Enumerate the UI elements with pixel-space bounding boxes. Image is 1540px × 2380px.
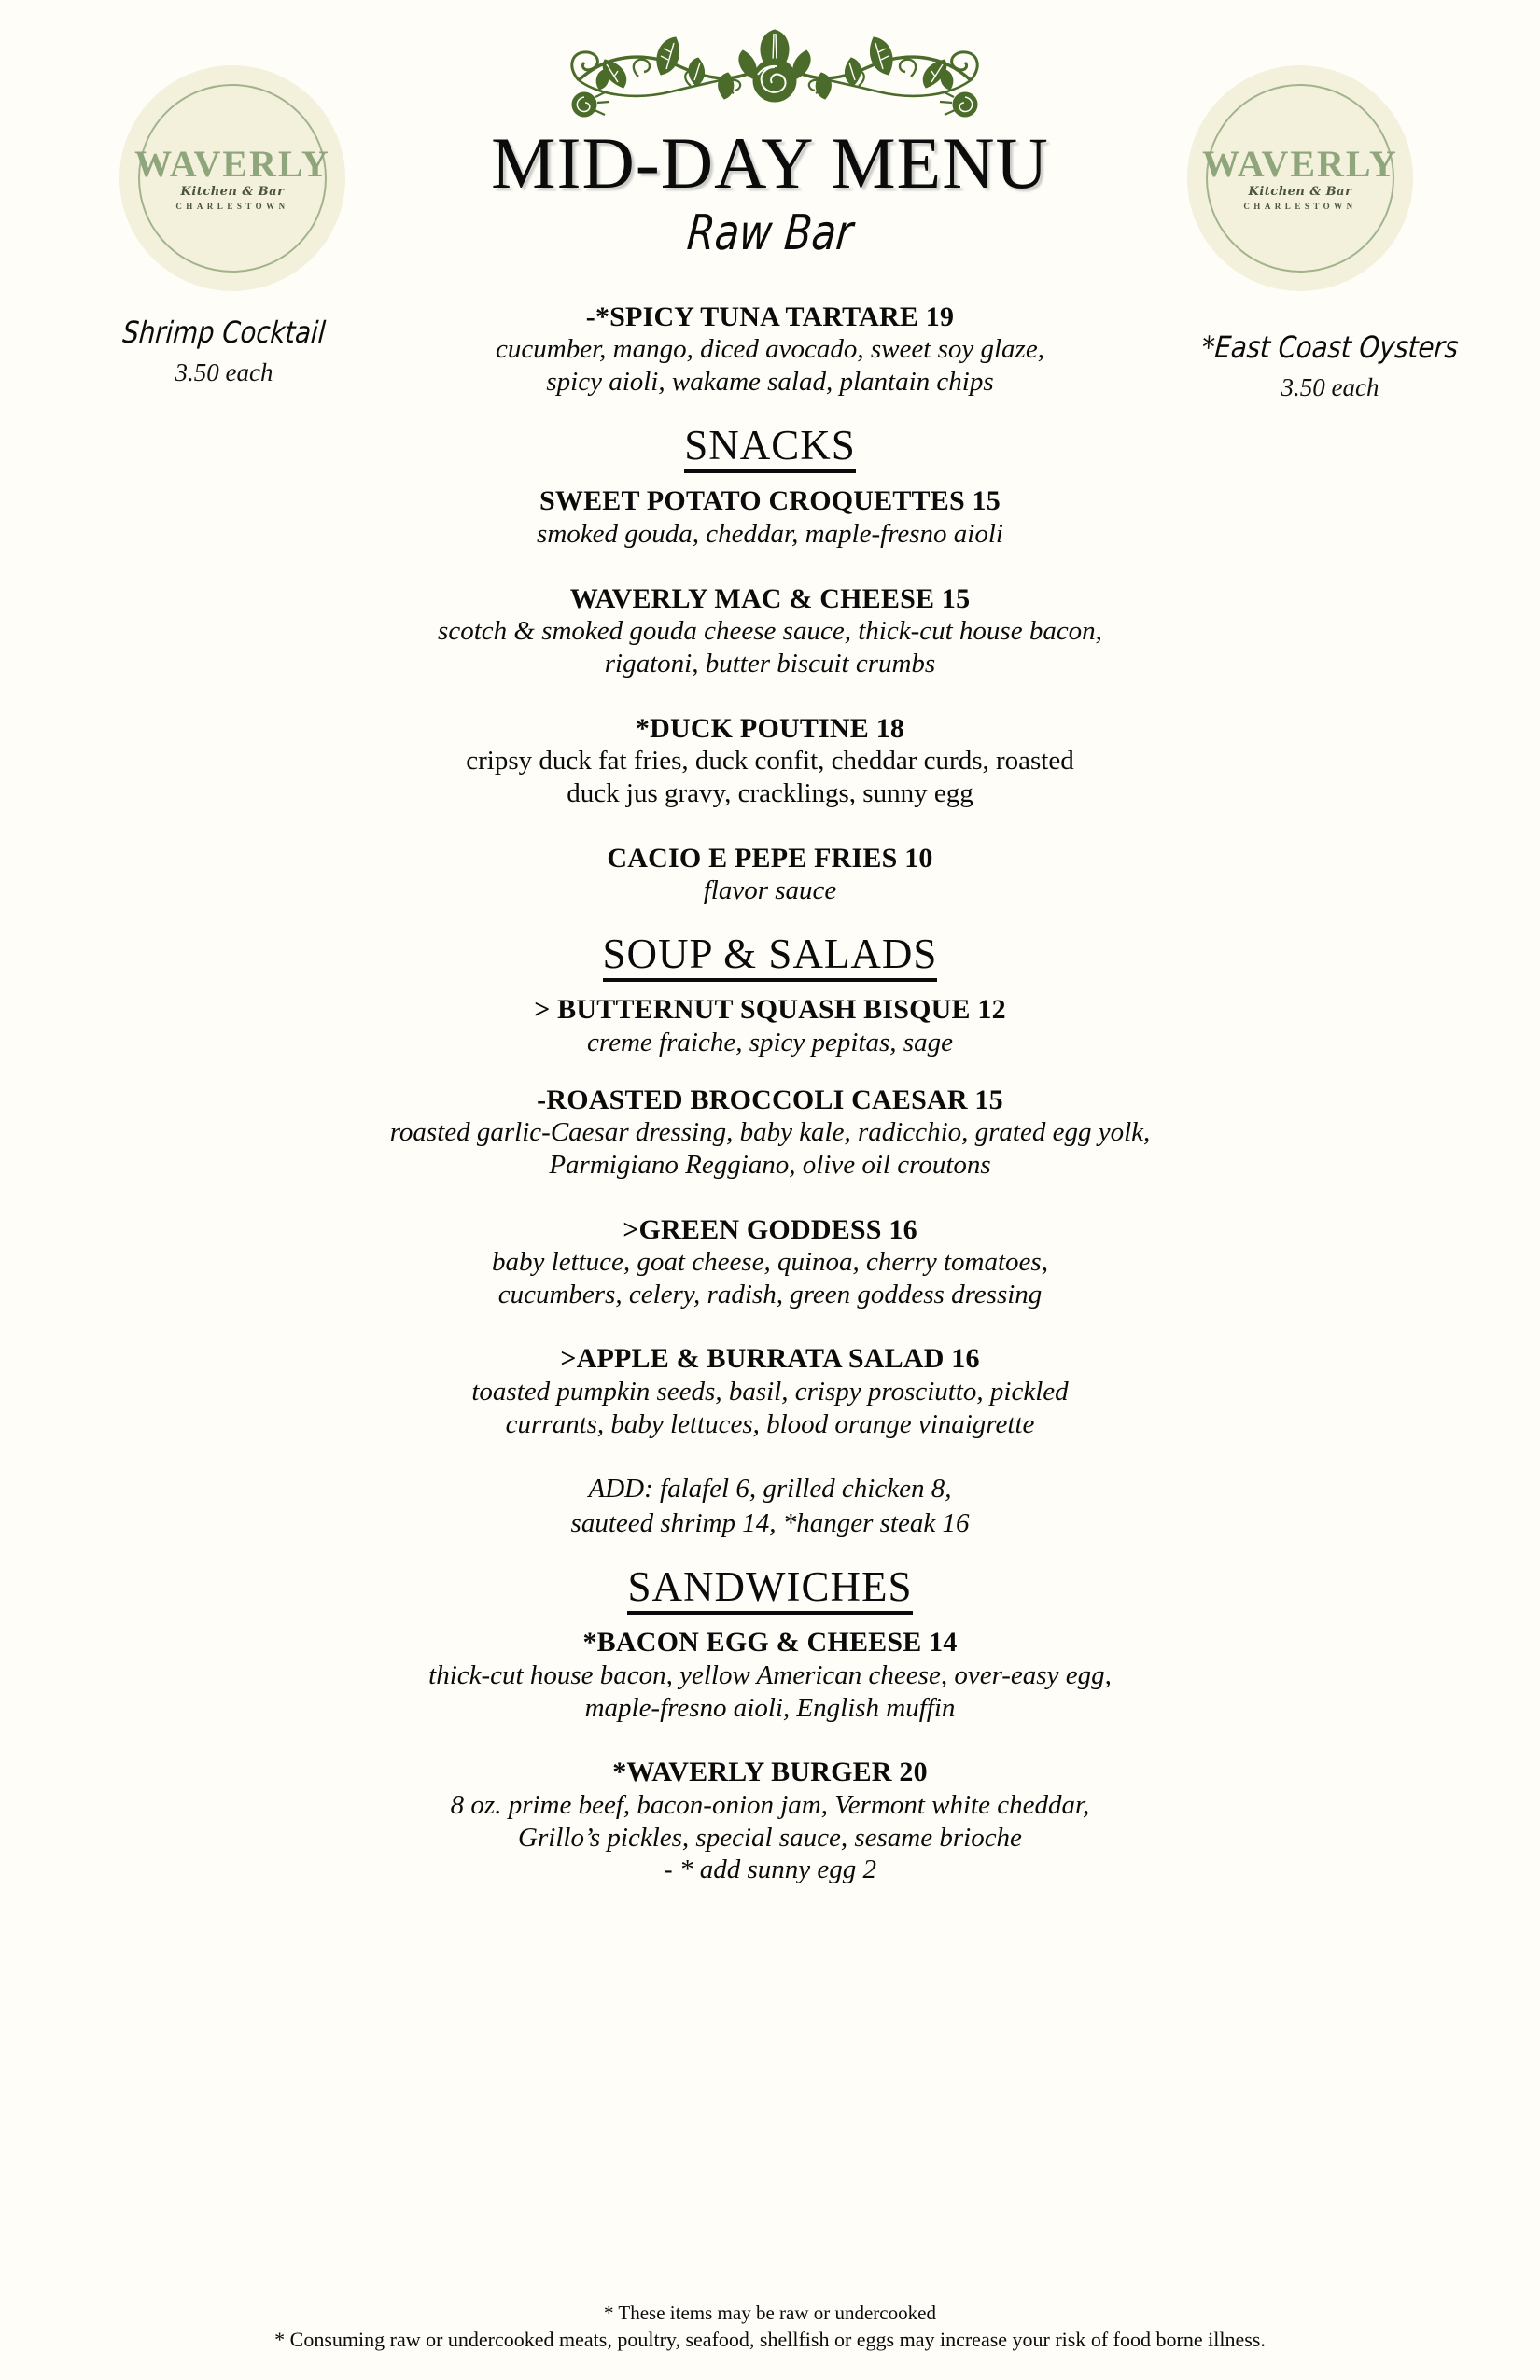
logo-tagline: Kitchen & Bar [180, 185, 285, 199]
raw-bar-item-price: 3.50 each [1281, 372, 1379, 401]
menu-item-description: cucumber, mango, diced avocado, sweet soy glaze, spicy aioli, wakame salad, plantain chips [496, 334, 1044, 398]
menu-item-cacio-e-pepe-fries [163, 842, 1377, 907]
menu-item-name: CACIO E PEPE FRIES 10 [607, 842, 933, 874]
disclaimer-line-2: * Consuming raw or undercooked meats, poultry, seafood, shellfish or eggs may increase your risk of food borne illness. [274, 2328, 1266, 2352]
menu-item-name: *DUCK POUTINE 18 [635, 712, 905, 744]
section-snacks [163, 423, 1377, 474]
menu-item-spicy-tuna-tartare [163, 301, 1377, 399]
menu-item-description: toasted pumpkin seeds, basil, crispy prosciutto, pickled currants, baby lettuces, blood orange vinaigrette [471, 1376, 1069, 1439]
section-heading: SOUP & SALADS [603, 931, 938, 983]
section-soup-and-salads [163, 931, 1377, 983]
menu-item-name: WAVERLY MAC & CHEESE 15 [569, 582, 971, 614]
section-sandwiches [163, 1564, 1377, 1616]
logo-brand-name: WAVERLY [134, 143, 330, 185]
menu-body [163, 301, 1377, 1886]
menu-item-description: creme fraiche, spicy pepitas, sage [587, 1027, 953, 1057]
menu-item-roasted-broccoli-caesar [163, 1084, 1377, 1182]
menu-item-waverly-burger [163, 1756, 1377, 1886]
menu-item-sweet-potato-croquettes [163, 484, 1377, 550]
logo-brand-name: WAVERLY [1202, 143, 1398, 185]
menu-item-name: >APPLE & BURRATA SALAD 16 [560, 1343, 980, 1375]
menu-item-waverly-mac-and-cheese [163, 582, 1377, 680]
menu-item-name: > BUTTERNUT SQUASH BISQUE 12 [534, 994, 1006, 1026]
raw-bar-item-price: 3.50 each [175, 357, 273, 386]
footer-disclaimer [0, 2300, 1540, 2354]
disclaimer-line-1: * These items may be raw or undercooked [604, 2301, 936, 2324]
menu-item-name: SWEET POTATO CROQUETTES 15 [539, 485, 1001, 517]
page-subtitle: Raw Bar [684, 205, 856, 261]
logo-tagline: Kitchen & Bar [1248, 185, 1352, 199]
menu-item-name: >GREEN GODDESS 16 [623, 1213, 917, 1245]
menu-item-description: roasted garlic-Caesar dressing, baby kale, radicchio, grated egg yolk, Parmigiano Reggiano, olive oil croutons [389, 1116, 1151, 1180]
menu-item-apple-and-burrata-salad [163, 1342, 1377, 1440]
page-title: MID-DAY MENU [491, 122, 1049, 203]
logo-city: CHARLESTOWN [1243, 202, 1357, 211]
raw-bar-item-name: *East Coast Oysters [1200, 329, 1460, 365]
menu-item-name: *WAVERLY BURGER 20 [612, 1757, 928, 1788]
section-heading: SNACKS [684, 423, 856, 474]
menu-item-description: cripsy duck fat fries, duck confit, cheddar curds, roasted duck jus gravy, cracklings, sunny egg [466, 746, 1074, 808]
menu-item-description: 8 oz. prime beef, bacon-onion jam, Vermont white cheddar, Grillo’s pickles, special sauce, sesame brioche - * add sunny egg 2 [450, 1789, 1090, 1885]
menu-item-green-goddess [163, 1213, 1377, 1311]
salad-addons: ADD: falafel 6, grilled chicken 8, sauteed shrimp 14, *hanger steak 16 [570, 1474, 970, 1538]
menu-item-bacon-egg-and-cheese [163, 1626, 1377, 1724]
menu-item-description: baby lettuce, goat cheese, quinoa, cherry tomatoes, cucumbers, celery, radish, green goddess dressing [492, 1246, 1048, 1309]
menu-item-duck-poutine [163, 712, 1377, 810]
menu-item-name: -*SPICY TUNA TARTARE 19 [585, 301, 955, 332]
menu-item-description: flavor sauce [703, 875, 837, 906]
menu-item-description: scotch & smoked gouda cheese sauce, thick-cut house bacon, rigatoni, butter biscuit crumbs [438, 616, 1102, 679]
floral-ornament-icon [541, 22, 1008, 119]
menu-item-name: *BACON EGG & CHEESE 14 [582, 1627, 958, 1659]
menu-item-description: smoked gouda, cheddar, maple-fresno aioli [537, 518, 1003, 549]
menu-item-butternut-squash-bisque [163, 993, 1377, 1058]
menu-item-name: -ROASTED BROCCOLI CAESAR 15 [537, 1084, 1003, 1115]
logo-city: CHARLESTOWN [175, 202, 289, 211]
raw-bar-item-name: Shrimp Cocktail [121, 315, 327, 350]
menu-item-description: thick-cut house bacon, yellow American cheese, over-easy egg, maple-fresno aioli, English muffin [428, 1659, 1112, 1723]
section-heading: SANDWICHES [627, 1564, 912, 1616]
